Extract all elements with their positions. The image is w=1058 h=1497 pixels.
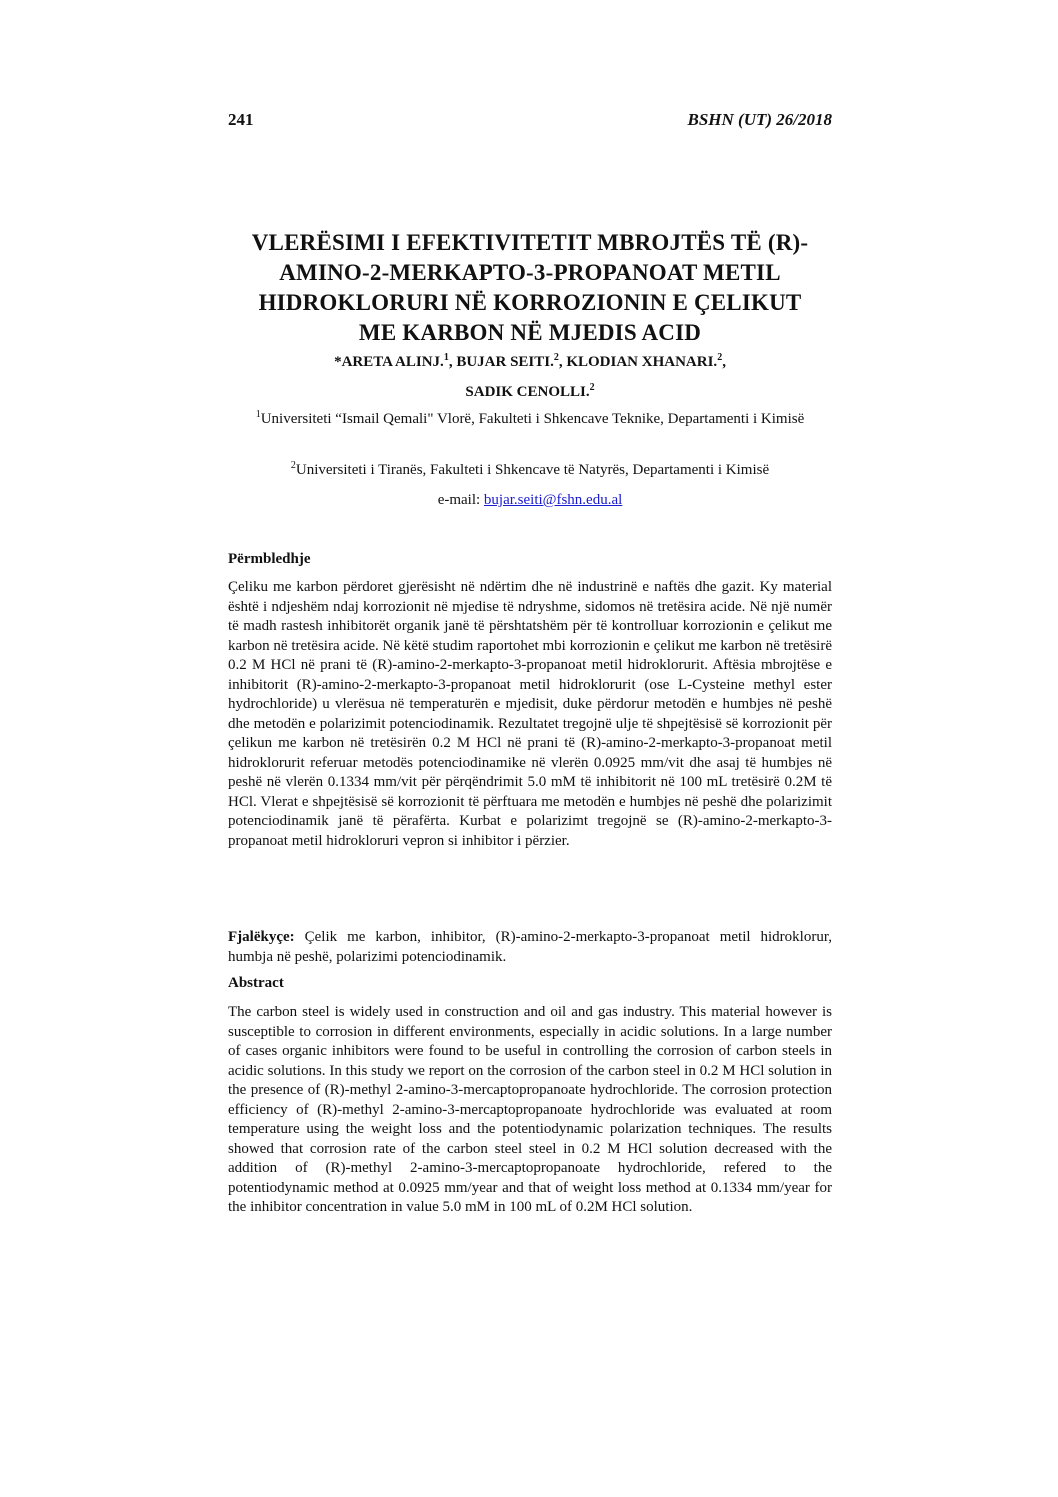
affiliation-2 [228, 460, 832, 480]
section-heading-abstract: Abstract [228, 975, 284, 991]
journal-name: BSHN (UT) 26/2018 [687, 110, 832, 129]
author-name: SADIK CENOLLI. [465, 384, 590, 400]
author-line [228, 347, 832, 377]
title-line: ME KARBON NË MJEDIS ACID [358, 320, 702, 345]
author-list [228, 347, 832, 407]
author-name: *ARETA ALINJ. [334, 354, 444, 370]
affil-text: Universiteti “Ismail Qemali" Vlorë, Fakulteti i Shkencave Teknike, Departamenti i Kimisë [260, 411, 805, 427]
keywords-label: Fjalëkyçe: [228, 929, 295, 945]
keywords [228, 928, 832, 967]
author-name: , KLODIAN XHANARI. [558, 354, 718, 370]
affiliation-1 [228, 409, 832, 429]
author-separator: , [722, 354, 726, 370]
paper-title [228, 228, 832, 348]
email-link[interactable]: bujar.seiti@fshn.edu.al [483, 492, 623, 508]
email-label: e-mail: [437, 492, 484, 508]
contact-email [228, 490, 832, 510]
permbledhje-paragraph: Çeliku me karbon përdoret gjerësisht në ndërtim dhe në industrinë e naftës dhe gazit. Ky material është i ndjeshëm ndaj korrozionit në mjedise të ndryshme, sidomos në tretësira acide. Në një numër të madh rastesh inhibitorët organik janë të përshtatshëm për të kontrolluar korrozionin e çelikut me karbon në tretësira acide. Në këtë studim raportohet mbi korrozionin e çelikut me karbon në tretësirë 0.2 M HCl në prani të (R)-amino-2-merkapto-3-propanoat metil hidroklorurit. Aftësia mbrojtëse e inhibitorit (R)-amino-2-merkapto-3-propanoat metil hidroklorurit (ose L-Cysteine methyl ester hydrochloride) u vlerësua në temperaturën e mjedisit, duke përdorur metodën e humbjes në peshë dhe metodën e polarizimit potenciodinamik. Rezultatet tregojnë ulje të shpejtësisë së korrozionit për çelikun me karbon në tretësirën 0.2 M HCl në prani të (R)-amino-2-merkapto-3-propanoat metil hidroklorurit referuar metodës potenciodinamike në vlerën 0.0925 mm/vit dhe asaj të humbjes në peshë në vlerën 0.1334 mm/vit për përqëndrimit 5.0 mM të inhibitorit në 100 mL tretësirë 0.2M të HCl. Vlerat e shpejtësisë së korrozionit të përftuara me metodën e humbjes në peshë dhe polarizimit potenciodinamik janë të përafërta. Kurbat e polarizimt tregojnë se (R)-amino-2-merkapto-3-propanoat metil hidrokloruri vepron si inhibitor i përzier. [228, 579, 832, 849]
title-line: AMINO-2-MERKAPTO-3-PROPANOAT METIL [279, 260, 781, 285]
abstract-paragraph: The carbon steel is widely used in construction and oil and gas industry. This material however is susceptible to corrosion in different environments, especially in acidic solutions. In a large number of cases organic inhibitors were found to be useful in controlling the corrosion of carbon steels in acidic solutions. In this study we report on the corrosion of the carbon steel in 0.2 M HCl solution in the presence of (R)-methyl 2-amino-3-mercaptopropanoate hydrochloride. The corrosion protection efficiency of (R)-methyl 2-amino-3-mercaptopropanoate hydrochloride was evaluated at room temperature using the weight loss and the potentiodynamic polarization techniques. The results showed that corrosion rate of the carbon steel steel in 0.2 M HCl solution decreased with the addition of (R)-methyl 2-amino-3-mercaptopropanoate hydrochloride, refered to the potentiodynamic method at 0.0925 mm/year and that of weight loss method at 0.1334 mm/year for the inhibitor concentration in value 5.0 mM in 100 mL of 0.2M HCl solution. [228, 1004, 832, 1215]
page-number: 241 [228, 110, 254, 129]
author-line [228, 377, 832, 407]
title-line: HIDROKLORURI NË KORROZIONIN E ÇELIKUT [258, 290, 802, 315]
author-affil-mark: 2 [589, 382, 595, 393]
author-affil-mark: 1 [443, 352, 449, 363]
section-heading-permbledhje: Përmbledhje [228, 551, 311, 567]
running-header [228, 110, 832, 132]
affil-text: Universiteti i Tiranës, Fakulteti i Shkencave të Natyrës, Departamenti i Kimisë [295, 462, 770, 478]
author-affil-mark: 2 [717, 352, 723, 363]
keywords-text: Çelik me karbon, inhibitor, (R)-amino-2-merkapto-3-propanoat metil hidroklorur, humbja në peshë, polarizimi potenciodinamik. [228, 929, 832, 965]
affil-mark: 1 [255, 409, 261, 420]
author-name: , BUJAR SEITI. [448, 354, 554, 370]
title-line: VLERËSIMI I EFEKTIVITETIT MBROJTËS TË (R)- [251, 230, 809, 255]
author-affil-mark: 2 [553, 352, 559, 363]
affil-mark: 2 [290, 460, 296, 471]
